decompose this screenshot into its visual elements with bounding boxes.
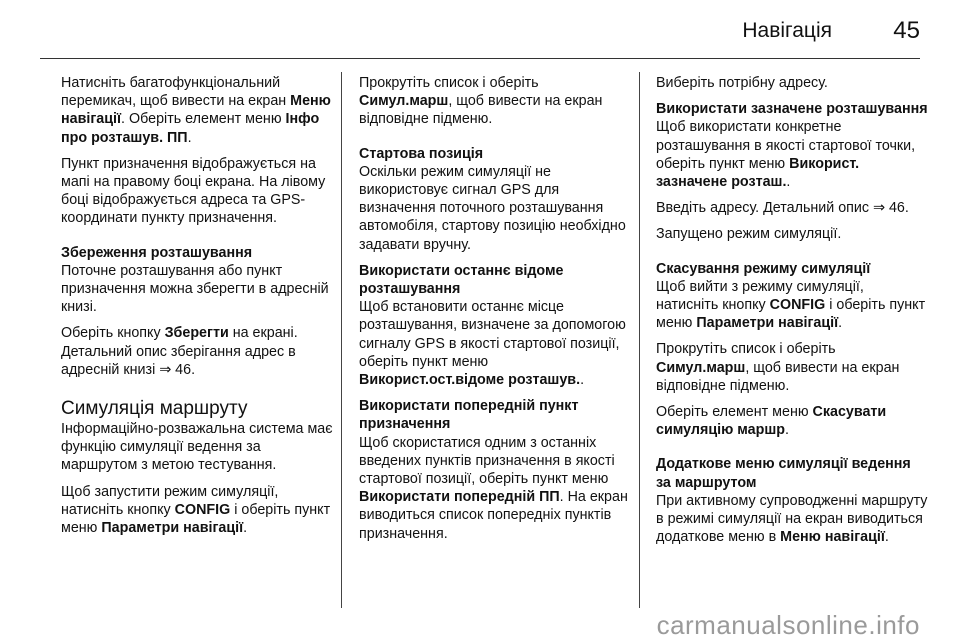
- paragraph: Прокрутіть список і оберіть Симул.марш, щоб вивести на екран відповідне підменю.: [359, 75, 603, 128]
- menu-term: Параметри навігації: [101, 520, 244, 537]
- page-number: 45: [893, 17, 920, 44]
- section-heading-route-simulation: Симуляція маршруту: [61, 398, 248, 420]
- section-heading-save-location: Збереження розташування: [61, 244, 253, 261]
- section-heading-cancel-simulation: Скасування режиму симуляції: [656, 260, 871, 277]
- button-term: Зберегти: [164, 325, 229, 342]
- subheading-given-location: Використати зазначене розташування: [656, 101, 928, 118]
- column-1: [61, 74, 333, 545]
- menu-term: Скасувати симуляцію маршр: [656, 404, 887, 439]
- subheading-last-known-location: Використати останнє відоме розташування: [359, 262, 564, 298]
- section-heading-start-position: Стартова позиція: [359, 145, 484, 162]
- menu-term: Меню навігації: [61, 93, 331, 128]
- paragraph: При активному супроводженні маршруту в режимі симуляції на екран виводиться додаткове меню в Меню навігації.: [656, 492, 928, 546]
- page-reference: ⇒ 46: [159, 361, 192, 378]
- watermark: carmanualsonline.info: [656, 610, 920, 640]
- menu-term: Інфо про розташув. ПП: [61, 111, 320, 146]
- paragraph: Прокрутіть список і оберіть Симул.марш, щоб вивести на екран відповідне підменю.: [656, 341, 900, 394]
- paragraph: Щоб запустити режим симуляції, натисніть кнопку CONFIG і оберіть пункт меню Параметри навігації.: [61, 483, 331, 537]
- column-divider-2: [639, 72, 640, 608]
- column-2: [359, 74, 633, 551]
- column-3: [656, 74, 928, 554]
- paragraph: Інформаційно-розважальна система має функцію симуляції ведення за маршрутом з метою тестування.: [61, 421, 333, 474]
- header-divider: [40, 58, 920, 59]
- paragraph: Поточне розташування або пункт призначення можна зберегти в адресній книзі.: [61, 262, 329, 316]
- menu-term: Використ.ост.відоме розташув.: [359, 372, 581, 389]
- menu-term: Параметри навігації: [696, 315, 839, 332]
- paragraph: Щоб використати конкретне розташування в якості стартової точки, оберіть пункт меню Використ. зазначене розташ..: [656, 119, 916, 191]
- paragraph: Щоб встановити останнє місце розташування, визначене за допомогою сигналу GPS в якості стартової позиції, оберіть пункт меню Використ.ост.відоме розташув..: [359, 299, 626, 389]
- paragraph: Оберіть кнопку Зберегти на екрані. Детальний опис зберігання адрес в адресній книзі ⇒ 46.: [61, 325, 298, 378]
- page-header-title: Навігація: [742, 19, 832, 42]
- paragraph: Введіть адресу. Детальний опис ⇒ 46.: [656, 200, 909, 217]
- paragraph: Оскільки режим симуляції не використовує сигнал GPS для визначення поточного розташування автомобіля, стартову позицію необхідно задавати вручну.: [359, 163, 626, 253]
- menu-term: Симул.марш: [359, 93, 449, 110]
- subheading-previous-destination: Використати попередній пункт призначення: [359, 398, 579, 433]
- paragraph: Виберіть потрібну адресу.: [656, 75, 828, 91]
- menu-term: Використ. зазначене розташ.: [656, 155, 860, 191]
- menu-term: Симул.марш: [656, 359, 746, 376]
- paragraph: Щоб скористатися одним з останніх введених пунктів призначення в якості стартової позиції, оберіть пункт меню Використати попередній ПП. На екран виводиться список попередніх пунктів призначення.: [359, 434, 628, 542]
- paragraph: Натисніть багатофункціональний перемикач, щоб вивести на екран Меню навігації. Оберіть елемент меню Інфо про розташув. ПП.: [61, 75, 331, 146]
- paragraph: Запущено режим симуляції.: [656, 226, 842, 243]
- column-divider-1: [341, 72, 342, 608]
- page-reference: ⇒ 46: [873, 200, 905, 217]
- paragraph: Оберіть елемент меню Скасувати симуляцію маршр.: [656, 404, 887, 439]
- paragraph: Щоб вийти з режиму симуляції, натисніть кнопку CONFIG і оберіть пункт меню Параметри навігації.: [656, 278, 926, 332]
- section-heading-additional-menu: Додаткове меню симуляції ведення за маршрутом: [656, 456, 911, 491]
- menu-term: Використати попередній ПП: [359, 489, 560, 506]
- button-term: CONFIG: [174, 501, 231, 518]
- menu-term: Меню навігації: [780, 529, 885, 546]
- button-term: CONFIG: [769, 297, 826, 314]
- page-header: [0, 0, 960, 58]
- paragraph: Пункт призначення відображується на мапі на правому боці екрана. На лівому боці відображується адреса та GPS-координати пункту призначення.: [61, 155, 326, 227]
